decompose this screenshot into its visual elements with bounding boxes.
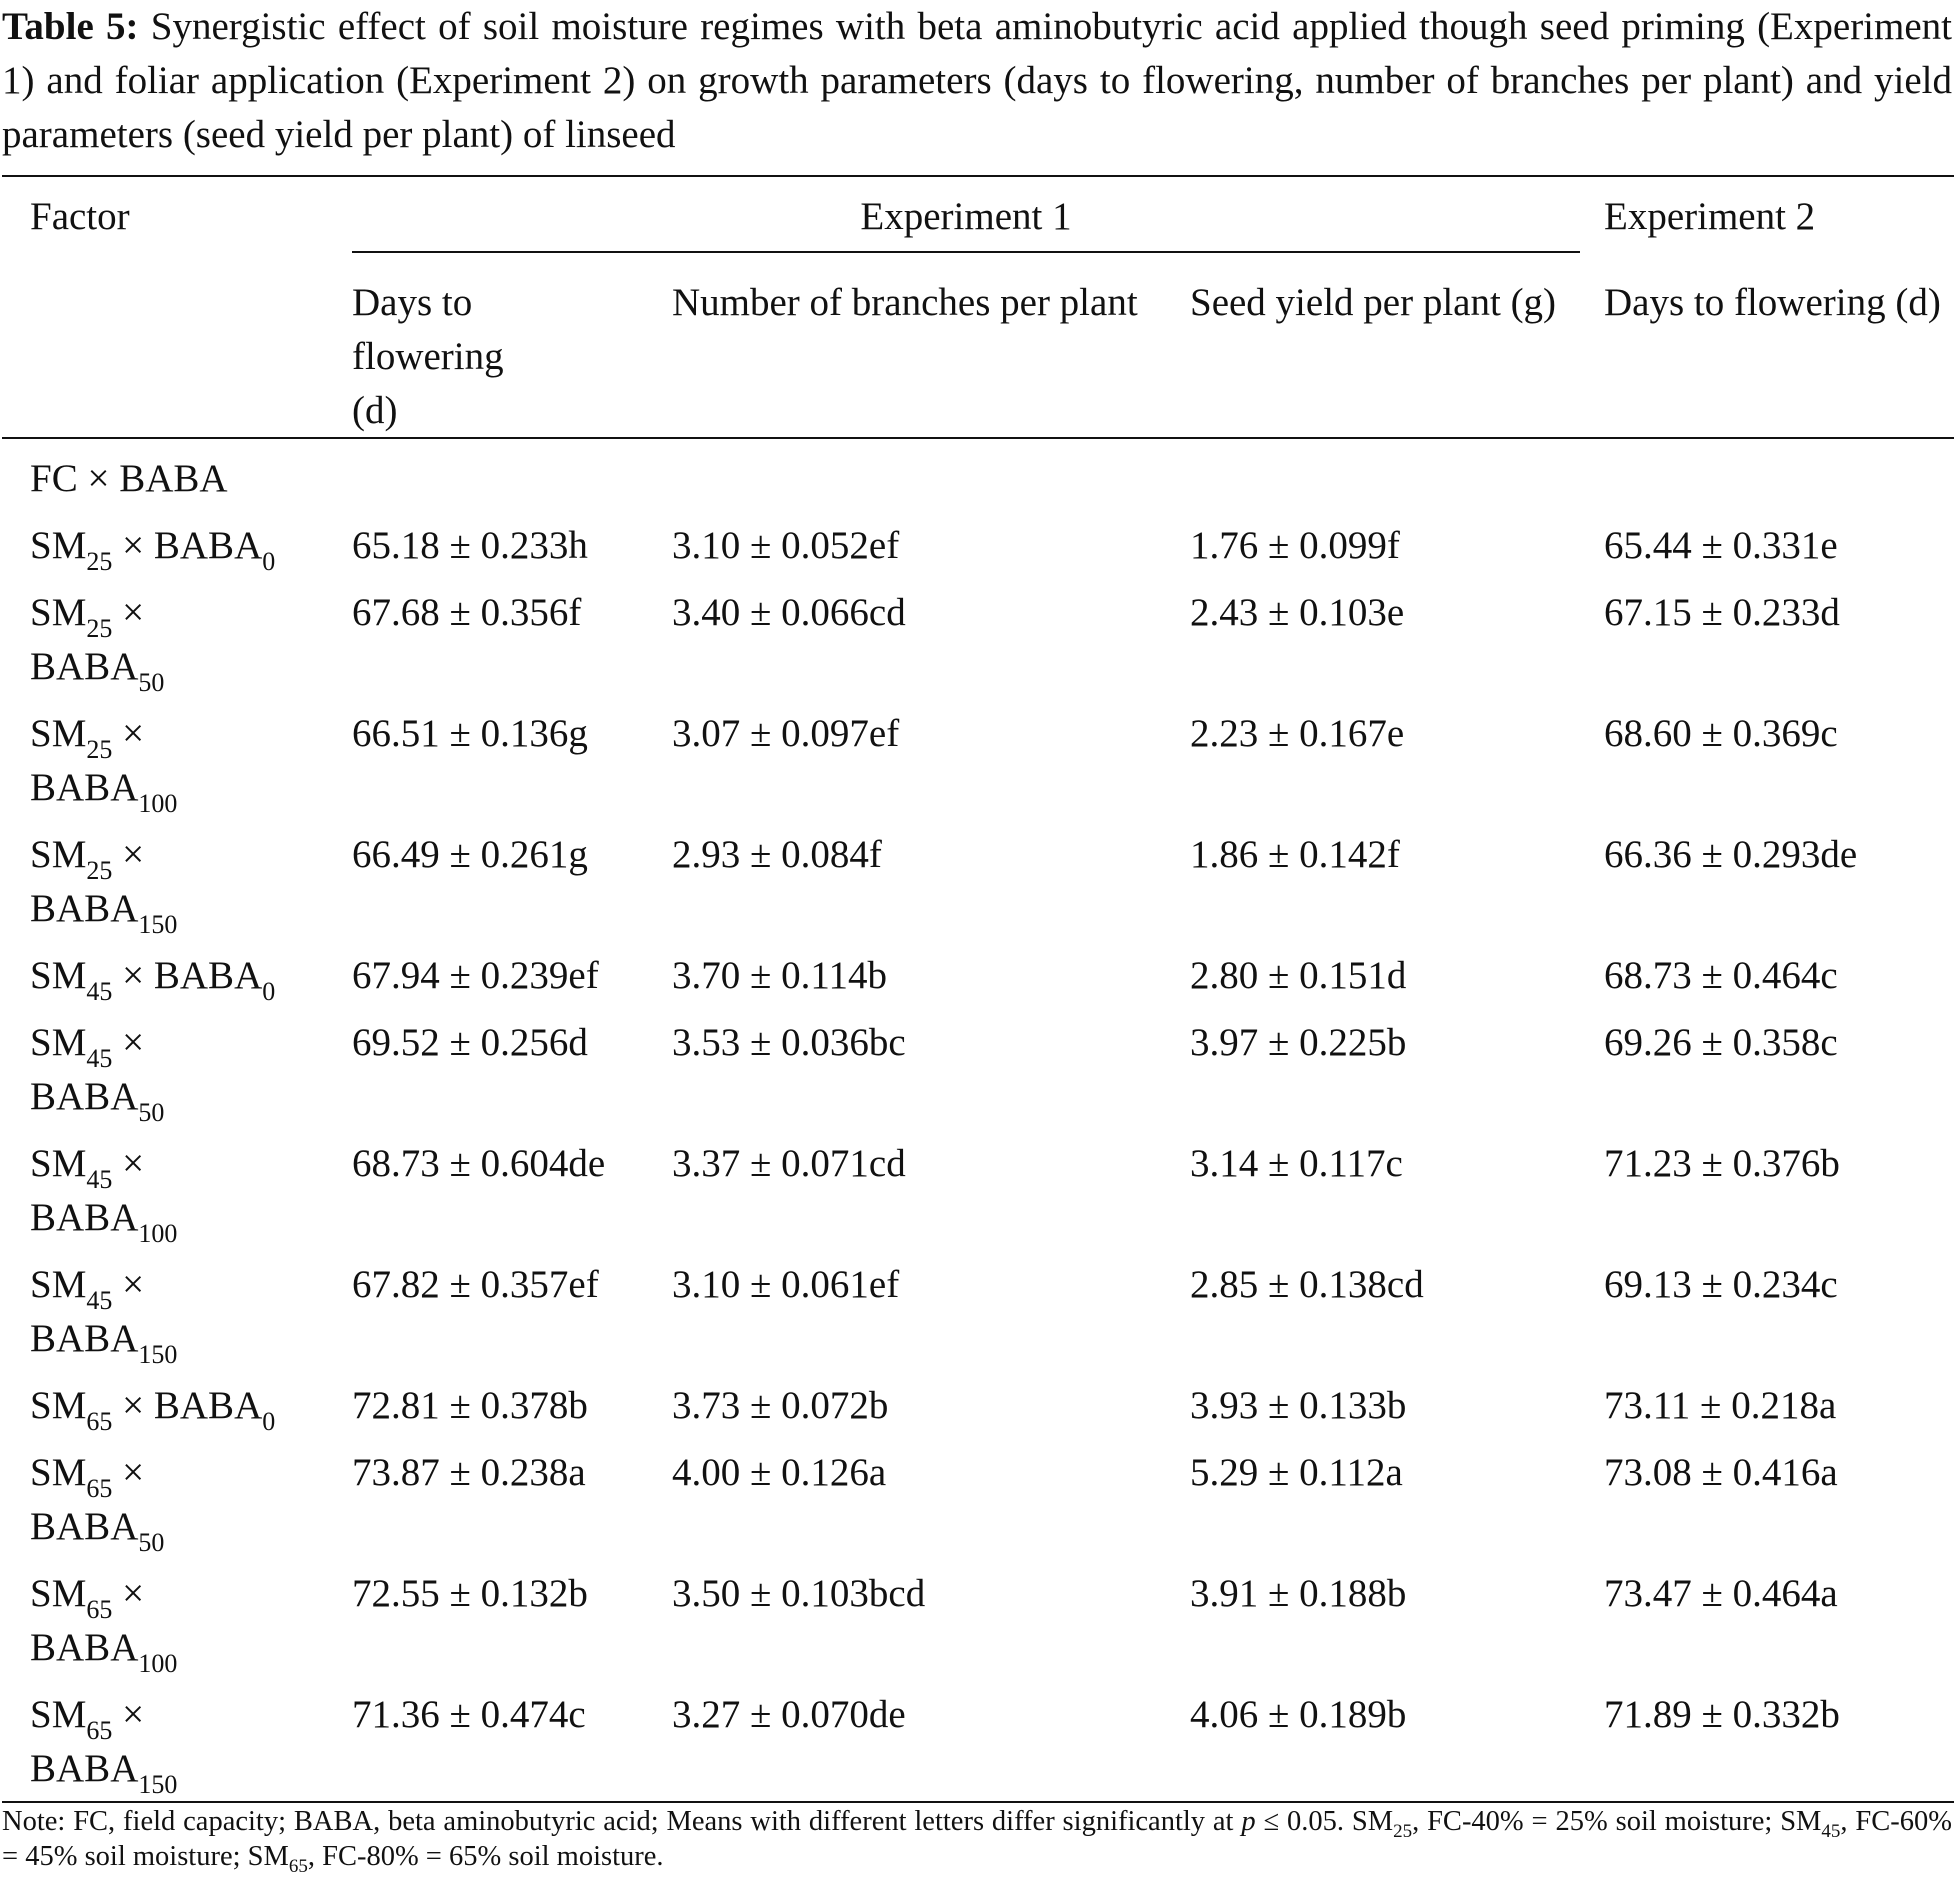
caption-text: Synergistic effect of soil moisture regimes with beta aminobutyric acid applied though seed priming (Experiment 1) and foliar application (Experiment 2) on growth parameters (days to flowering, number of branches per plant) and yield parameters (seed yield per plant) of linseed	[2, 5, 1952, 156]
factor-baba-level: 0	[262, 547, 276, 576]
factor-cell	[30, 1446, 165, 1557]
branches-per-plant-cell: 3.10 ± 0.052ef	[672, 524, 900, 567]
branches-per-plant-cell: 2.93 ± 0.084f	[672, 833, 882, 876]
header-experiment-2: Experiment 2	[1604, 195, 1816, 238]
factor-times: ×	[122, 1142, 145, 1185]
factor-baba-level: 50	[138, 1098, 165, 1127]
branches-per-plant-cell: 3.37 ± 0.071cd	[672, 1142, 906, 1185]
factor-sm-label: SM	[30, 524, 87, 567]
days-to-flowering-exp2-cell: 71.89 ± 0.332b	[1604, 1693, 1840, 1736]
factor-times: ×	[122, 1451, 145, 1494]
seed-yield-per-plant-cell: 2.80 ± 0.151d	[1190, 954, 1407, 997]
days-to-flowering-exp2-cell: 68.73 ± 0.464c	[1604, 954, 1838, 997]
factor-times: ×	[122, 591, 145, 634]
factor-cell	[30, 828, 178, 939]
table-caption	[2, 0, 1952, 162]
factor-baba-label: BABA	[30, 1196, 139, 1239]
factor-baba-level: 150	[138, 1770, 178, 1799]
seed-yield-per-plant-cell: 2.23 ± 0.167e	[1190, 712, 1405, 755]
factor-times: ×	[122, 1021, 145, 1064]
note-text-1: Note: FC, field capacity; BABA, beta aminobutyric acid; Means with different letters differ significantly at	[2, 1806, 1242, 1837]
factor-times: ×	[122, 1384, 145, 1427]
days-to-flowering-exp1-cell: 66.51 ± 0.136g	[352, 712, 588, 755]
seed-yield-per-plant-cell: 3.14 ± 0.117c	[1190, 1142, 1403, 1185]
days-to-flowering-exp1-cell: 68.73 ± 0.604de	[352, 1142, 606, 1185]
days-to-flowering-exp2-cell: 67.15 ± 0.233d	[1604, 591, 1840, 634]
factor-sm-level: 25	[86, 735, 113, 764]
days-to-flowering-exp2-cell: 73.11 ± 0.218a	[1604, 1384, 1837, 1427]
factor-times: ×	[122, 1572, 145, 1615]
header-seed-yield-per-plant: Seed yield per plant (g)	[1190, 281, 1557, 324]
days-to-flowering-exp2-cell: 73.08 ± 0.416a	[1604, 1451, 1838, 1494]
seed-yield-per-plant-cell: 5.29 ± 0.112a	[1190, 1451, 1403, 1494]
factor-sm-label: SM	[30, 1021, 87, 1064]
factor-sm-level: 45	[86, 977, 113, 1006]
factor-sm-level: 45	[86, 1044, 113, 1073]
factor-baba-level: 50	[138, 668, 165, 697]
factor-baba-level: 150	[138, 1340, 178, 1369]
days-to-flowering-exp1-cell: 73.87 ± 0.238a	[352, 1451, 586, 1494]
days-to-flowering-exp1-cell: 67.68 ± 0.356f	[352, 591, 582, 634]
seed-yield-per-plant-cell: 3.91 ± 0.188b	[1190, 1572, 1407, 1615]
factor-sm-label: SM	[30, 1451, 87, 1494]
note-sub-45: 45	[1821, 1821, 1841, 1842]
factor-baba-label: BABA	[30, 1505, 139, 1548]
factor-baba-level: 0	[262, 977, 276, 1006]
factor-cell	[30, 1258, 178, 1369]
days-to-flowering-exp1-cell: 66.49 ± 0.261g	[352, 833, 588, 876]
factor-baba-level: 50	[138, 1528, 165, 1557]
days-to-flowering-exp2-cell: 66.36 ± 0.293de	[1604, 833, 1858, 876]
factor-times: ×	[122, 712, 145, 755]
factor-sm-label: SM	[30, 712, 87, 755]
factor-baba-label: BABA	[153, 524, 263, 567]
factor-sm-level: 25	[86, 614, 113, 643]
factor-cell	[30, 949, 276, 1006]
factor-baba-level: 150	[138, 910, 178, 939]
factor-sm-label: SM	[30, 833, 87, 876]
factor-baba-label: BABA	[30, 645, 139, 688]
bottom-rule	[2, 1801, 1954, 1803]
experiment-1-span-rule	[352, 251, 1580, 253]
seed-yield-per-plant-cell: 3.93 ± 0.133b	[1190, 1384, 1407, 1427]
factor-baba-label: BABA	[30, 1317, 139, 1360]
header-days-to-flowering-exp2: Days to flowering (d)	[1604, 281, 1941, 324]
factor-cell	[30, 586, 165, 697]
group-label: FC × BABA	[30, 457, 228, 500]
days-to-flowering-exp1-cell: 72.81 ± 0.378b	[352, 1384, 588, 1427]
factor-baba-label: BABA	[153, 954, 263, 997]
factor-cell	[30, 1137, 178, 1248]
branches-per-plant-cell: 3.70 ± 0.114b	[672, 954, 887, 997]
top-rule	[2, 175, 1954, 177]
factor-baba-level: 100	[138, 1649, 178, 1678]
note-text-4: , FC-60% = 45% soil moisture; SM	[2, 1806, 1952, 1872]
factor-sm-level: 45	[86, 1286, 113, 1315]
days-to-flowering-exp1-cell: 65.18 ± 0.233h	[352, 524, 588, 567]
factor-sm-label: SM	[30, 1572, 87, 1615]
seed-yield-per-plant-cell: 2.85 ± 0.138cd	[1190, 1263, 1424, 1306]
days-to-flowering-exp2-cell: 69.26 ± 0.358c	[1604, 1021, 1838, 1064]
factor-times: ×	[122, 1693, 145, 1736]
seed-yield-per-plant-cell: 4.06 ± 0.189b	[1190, 1693, 1407, 1736]
factor-cell	[30, 519, 276, 576]
note-text-2: ≤ 0.05. SM	[1255, 1806, 1394, 1837]
note-p-symbol: p	[1241, 1806, 1256, 1837]
days-to-flowering-exp1-cell: 69.52 ± 0.256d	[352, 1021, 588, 1064]
factor-sm-level: 65	[86, 1595, 113, 1624]
seed-yield-per-plant-cell: 1.86 ± 0.142f	[1190, 833, 1400, 876]
branches-per-plant-cell: 3.27 ± 0.070de	[672, 1693, 906, 1736]
factor-cell	[30, 707, 178, 818]
factor-sm-label: SM	[30, 1693, 87, 1736]
factor-sm-label: SM	[30, 1384, 87, 1427]
seed-yield-per-plant-cell: 2.43 ± 0.103e	[1190, 591, 1405, 634]
header-factor: Factor	[30, 195, 130, 238]
table-note	[2, 1804, 1952, 1877]
note-sub-25: 25	[1393, 1821, 1413, 1842]
factor-sm-level: 65	[86, 1474, 113, 1503]
days-to-flowering-exp1-cell: 71.36 ± 0.474c	[352, 1693, 586, 1736]
branches-per-plant-cell: 3.10 ± 0.061ef	[672, 1263, 900, 1306]
branches-per-plant-cell: 3.53 ± 0.036bc	[672, 1021, 906, 1064]
factor-cell	[30, 1379, 276, 1436]
seed-yield-per-plant-cell: 1.76 ± 0.099f	[1190, 524, 1400, 567]
branches-per-plant-cell: 3.73 ± 0.072b	[672, 1384, 889, 1427]
days-to-flowering-exp2-cell: 73.47 ± 0.464a	[1604, 1572, 1838, 1615]
factor-baba-level: 0	[262, 1407, 276, 1436]
factor-times: ×	[122, 954, 145, 997]
branches-per-plant-cell: 4.00 ± 0.126a	[672, 1451, 887, 1494]
factor-baba-label: BABA	[30, 1626, 139, 1669]
factor-sm-level: 65	[86, 1716, 113, 1745]
factor-sm-label: SM	[30, 591, 87, 634]
days-to-flowering-exp1-cell: 67.82 ± 0.357ef	[352, 1263, 599, 1306]
header-days-to-flowering-exp1: Days to flowering (d)	[352, 281, 504, 432]
factor-sm-level: 45	[86, 1165, 113, 1194]
factor-baba-label: BABA	[153, 1384, 263, 1427]
factor-sm-level: 25	[86, 856, 113, 885]
factor-cell	[30, 1688, 178, 1799]
factor-baba-label: BABA	[30, 1075, 139, 1118]
days-to-flowering-exp1-cell: 72.55 ± 0.132b	[352, 1572, 588, 1615]
factor-times: ×	[122, 524, 145, 567]
days-to-flowering-exp2-cell: 69.13 ± 0.234c	[1604, 1263, 1838, 1306]
factor-times: ×	[122, 1263, 145, 1306]
factor-baba-level: 100	[138, 789, 178, 818]
seed-yield-per-plant-cell: 3.97 ± 0.225b	[1190, 1021, 1407, 1064]
factor-sm-label: SM	[30, 954, 87, 997]
factor-baba-label: BABA	[30, 766, 139, 809]
factor-cell	[30, 1016, 165, 1127]
branches-per-plant-cell: 3.50 ± 0.103bcd	[672, 1572, 926, 1615]
note-text-3: , FC-40% = 25% soil moisture; SM	[1412, 1806, 1822, 1837]
factor-cell	[30, 1567, 178, 1678]
branches-per-plant-cell: 3.07 ± 0.097ef	[672, 712, 900, 755]
header-experiment-1: Experiment 1	[860, 195, 1072, 238]
days-to-flowering-exp2-cell: 71.23 ± 0.376b	[1604, 1142, 1840, 1185]
factor-sm-label: SM	[30, 1142, 87, 1185]
factor-baba-label: BABA	[30, 1747, 139, 1790]
days-to-flowering-exp1-cell: 67.94 ± 0.239ef	[352, 954, 599, 997]
factor-times: ×	[122, 833, 145, 876]
note-sub-65: 65	[288, 1856, 308, 1877]
factor-baba-label: BABA	[30, 887, 139, 930]
factor-sm-label: SM	[30, 1263, 87, 1306]
days-to-flowering-exp2-cell: 65.44 ± 0.331e	[1604, 524, 1838, 567]
header-bottom-rule	[2, 437, 1954, 439]
header-branches-per-plant: Number of branches per plant	[672, 281, 1138, 324]
days-to-flowering-exp2-cell: 68.60 ± 0.369c	[1604, 712, 1838, 755]
factor-sm-level: 25	[86, 547, 113, 576]
factor-baba-level: 100	[138, 1219, 178, 1248]
factor-sm-level: 65	[86, 1407, 113, 1436]
branches-per-plant-cell: 3.40 ± 0.066cd	[672, 591, 906, 634]
note-text-5: , FC-80% = 65% soil moisture.	[307, 1841, 664, 1872]
caption-label: Table 5:	[2, 5, 139, 48]
